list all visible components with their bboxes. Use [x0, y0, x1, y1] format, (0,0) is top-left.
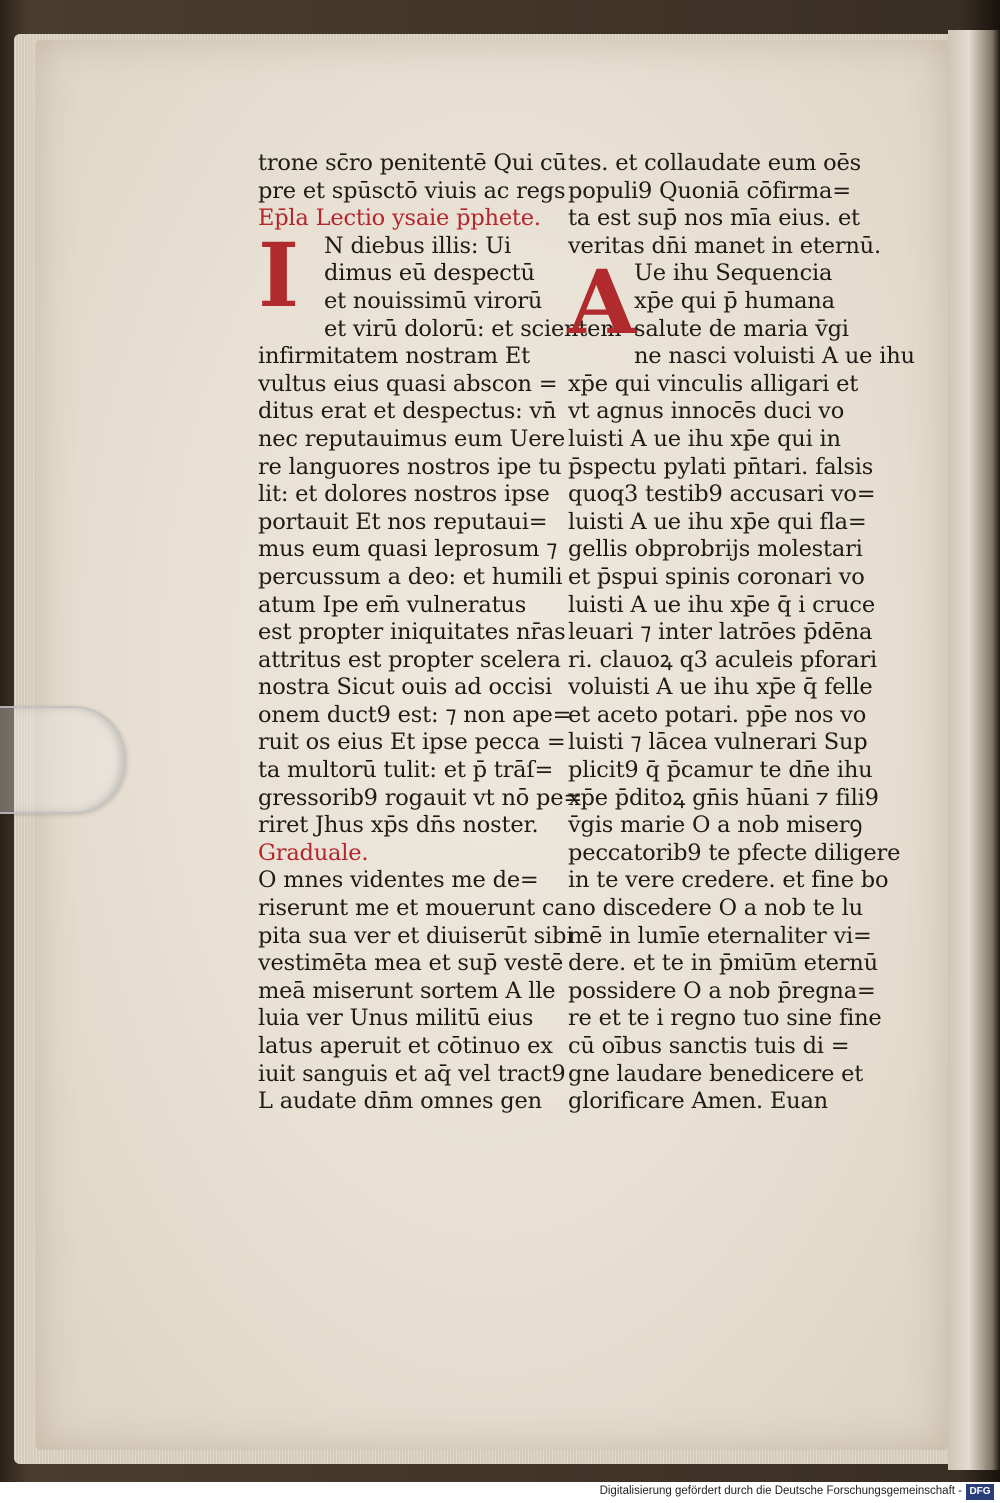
rubric-line: Ep̄la Lectio ysaie p̄phete. [258, 205, 541, 232]
page-clip [0, 706, 126, 814]
text-line: xp̄e p̄ditoꝝ gn̄is hūani ⁊ fili9 [568, 784, 879, 811]
text-line: in te vere credere. et fine bo [568, 867, 889, 894]
text-line: dere. et te in p̄miūm eternū [568, 950, 878, 977]
text-line: ruit os eius Et ipse pecca = [258, 729, 566, 756]
text-line: cū oībus sanctis tuis di = [568, 1033, 850, 1059]
decorated-initial: A [568, 250, 637, 355]
text-line: mē in lumīe eternaliter vi= [568, 922, 872, 949]
text-line: p̄spectu pylati pn̄tari. falsis [568, 453, 874, 480]
text-line: salute de maria v̄gi [634, 315, 849, 342]
text-line: mus eum quasi leprosum ⁊ [258, 536, 558, 563]
text-line: luisti A ue ihu xp̄e qui fla= [568, 508, 867, 535]
text-line: lit: et dolores nostros ipse [258, 481, 550, 508]
text-line: luia ver Unus militū eius [258, 1005, 534, 1032]
text-line: trone sc̄ro penitentē Qui cū [258, 150, 567, 176]
text-line: plicit9 q̄ p̄camur te dn̄e ihu [568, 757, 873, 784]
text-line: ditus erat et despectus: vn̄ [258, 398, 557, 425]
text-line: dimus eū despectū [324, 260, 535, 287]
text-line: meā miserunt sortem A lle [258, 977, 556, 1004]
text-line: atum Ipe em̄ vulneratus [258, 591, 527, 618]
text-line: luisti A ue ihu xp̄e qui in [568, 425, 841, 452]
text-line: no discedere O a nob te lu [568, 895, 863, 922]
text-line: riret Jhus xp̄s dn̄s noster. [258, 812, 539, 839]
footer-credit: Digitalisierung gefördert durch die Deutsche Forschungsgemeinschaft - [599, 1485, 962, 1497]
right-text-column [568, 150, 915, 1116]
text-line: gne laudare benedicere et [568, 1060, 864, 1087]
text-line: peccatorib9 te pfecte diligere [568, 839, 901, 866]
left-text-column [258, 150, 622, 1116]
text-line: populi9 Quoniā cōfirma= [568, 177, 851, 204]
text-line: nostra Sicut ouis ad occisi [258, 674, 553, 701]
decorated-initial: I [258, 222, 299, 327]
text-line: riserunt me et mouerunt ca [258, 895, 568, 922]
text-line: xp̄e qui p̄ humana [634, 287, 835, 314]
text-line: xp̄e qui vinculis alligari et [568, 370, 859, 397]
text-line: O mnes videntes me de= [258, 867, 539, 894]
text-line: portauit Et nos reputaui= [258, 508, 548, 535]
text-line: infirmitatem nostram Et [258, 343, 530, 370]
text-line: luisti ⁊ lācea vulnerari Sup [568, 729, 868, 756]
text-line: et nouissimū virorū [324, 287, 543, 314]
dfg-logo: DFG [966, 1484, 994, 1500]
text-line: voluisti A ue ihu xp̄e q̄ felle [568, 674, 873, 701]
text-line: luisti A ue ihu xp̄e q̄ i cruce [568, 591, 875, 618]
text-line: N diebus illis: Ui [324, 232, 511, 259]
text-line: veritas dn̄i manet in eternū. [568, 232, 881, 259]
text-line: possidere O a nob p̄regna= [568, 977, 876, 1004]
text-line: pita sua ver et diuiserūt sibi [258, 922, 574, 949]
text-line: et virū dolorū: et scientem [324, 315, 622, 342]
text-line: vultus eius quasi abscon = [258, 370, 558, 397]
text-line: attritus est propter scelera [258, 646, 561, 673]
facing-page-edge [948, 30, 1000, 1470]
text-line: vestimēta mea et sup̄ vestē [258, 950, 564, 977]
text-line: vt agnus innocēs duci vo [568, 398, 845, 425]
text-line: v̄gis marie O a nob miserꝯ [568, 812, 863, 839]
text-line: ta est sup̄ nos mīa eius. et [568, 205, 860, 232]
text-line: ta multorū tulit: et p̄ trāſ= [258, 757, 554, 784]
text-line: ne nasci voluisti A ue ihu [634, 343, 915, 370]
text-line: gellis obprobrijs molestari [568, 536, 863, 563]
text-line: percussum a deo: et humili [258, 563, 563, 590]
text-line: tes. et collaudate eum oēs [568, 150, 861, 176]
text-line: glorificare Amen. Euan [568, 1088, 828, 1115]
rubric-line: Graduale. [258, 839, 369, 866]
text-line: latus aperuit et cōtinuo ex [258, 1033, 553, 1059]
text-line: onem duct9 est: ⁊ non ape= [258, 701, 572, 728]
text-line: gressorib9 rogauit vt nō pe= [258, 784, 583, 811]
text-line: Ue ihu Sequencia [634, 260, 833, 287]
text-line: ri. clauoꝝ q3 aculeis pforari [568, 646, 878, 673]
text-line: L audate dn̄m omnes gen [258, 1088, 542, 1115]
text-line: leuari ⁊ inter latrōes p̄dēna [568, 619, 873, 646]
text-line: re languores nostros ipe tu [258, 453, 562, 480]
text-line: et aceto potari. pp̄e nos vo [568, 701, 867, 728]
text-line: pre et spūsctō viuis ac regs [258, 177, 566, 204]
text-line: re et te i regno tuo sine fine [568, 1005, 882, 1032]
text-line: iuit sanguis et aq̄ vel tract9 [258, 1060, 566, 1087]
text-line: quoq3 testib9 accusari vo= [568, 481, 876, 508]
text-line: et p̄spui spinis coronari vo [568, 563, 865, 590]
text-line: nec reputauimus eum Uere [258, 425, 566, 452]
text-line: est propter iniquitates nr̄as [258, 619, 566, 646]
